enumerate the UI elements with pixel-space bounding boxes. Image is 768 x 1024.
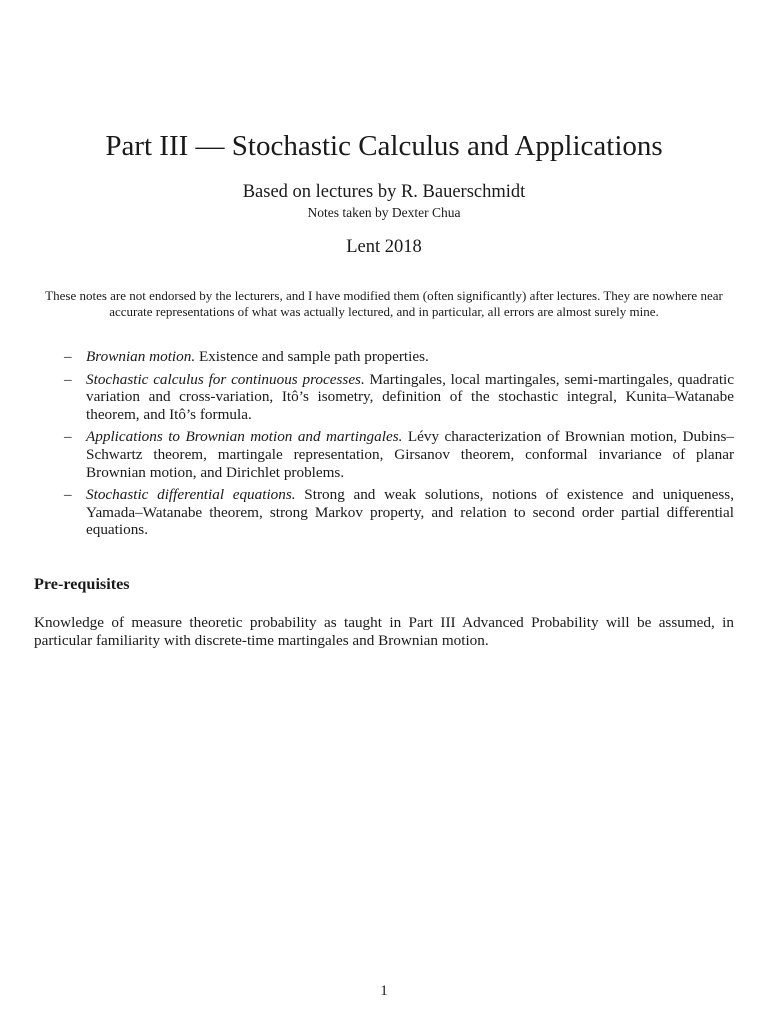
syllabus-topic-list <box>64 348 734 544</box>
topic-item <box>64 428 734 481</box>
term-line: Lent 2018 <box>346 237 422 257</box>
page-number: 1 <box>380 983 388 999</box>
note-taker-line: Notes taken by Dexter Chua <box>307 205 461 220</box>
list-dash: – <box>64 348 72 365</box>
topic-item <box>64 371 734 424</box>
list-dash: – <box>64 486 72 504</box>
topic-description: Lévy characterization of Brownian motion, Dubins–Schwartz theorem, martingale representation, Girsanov theorem, conformal invariance of planar Brownian motion, and Dirichlet problems. <box>86 428 734 481</box>
topic-heading: Applications to Brownian motion and martingales. <box>86 428 403 446</box>
topic-heading: Stochastic calculus for continuous processes. <box>86 370 365 388</box>
list-dash: – <box>64 428 72 446</box>
topic-heading: Brownian motion. <box>86 348 196 365</box>
topic-description: Martingales, local martingales, semi-martingales, quadratic variation and cross-variation, Itô’s isometry, definition of the stochastic integral, Kunita–Watanabe theorem, and Itô’s formula. <box>86 370 735 423</box>
disclaimer-paragraph: These notes are not endorsed by the lecturers, and I have modified them (often significantly) after lectures. They are nowhere near accurate representations of what was actually lectured, and in particular, all errors are almost surely mine. <box>45 288 723 319</box>
prerequisites-heading: Pre-requisites <box>34 575 130 593</box>
list-dash: – <box>64 370 72 388</box>
prerequisites-paragraph: Knowledge of measure theoretic probability as taught in Part III Advanced Probability will be assumed, in particular familiarity with discrete-time martingales and Brownian motion. <box>34 614 734 649</box>
topic-item <box>64 486 734 539</box>
topic-description: Strong and weak solutions, notions of existence and uniqueness, Yamada–Watanabe theorem, strong Markov property, and relation to second order partial differential equations. <box>86 486 734 539</box>
topic-heading: Stochastic differential equations. <box>86 486 296 504</box>
document-title: Part III — Stochastic Calculus and Applications <box>105 130 663 162</box>
topic-item <box>64 348 734 366</box>
topic-description: Existence and sample path properties. <box>195 348 429 365</box>
lecturer-line: Based on lectures by R. Bauerschmidt <box>242 182 526 202</box>
